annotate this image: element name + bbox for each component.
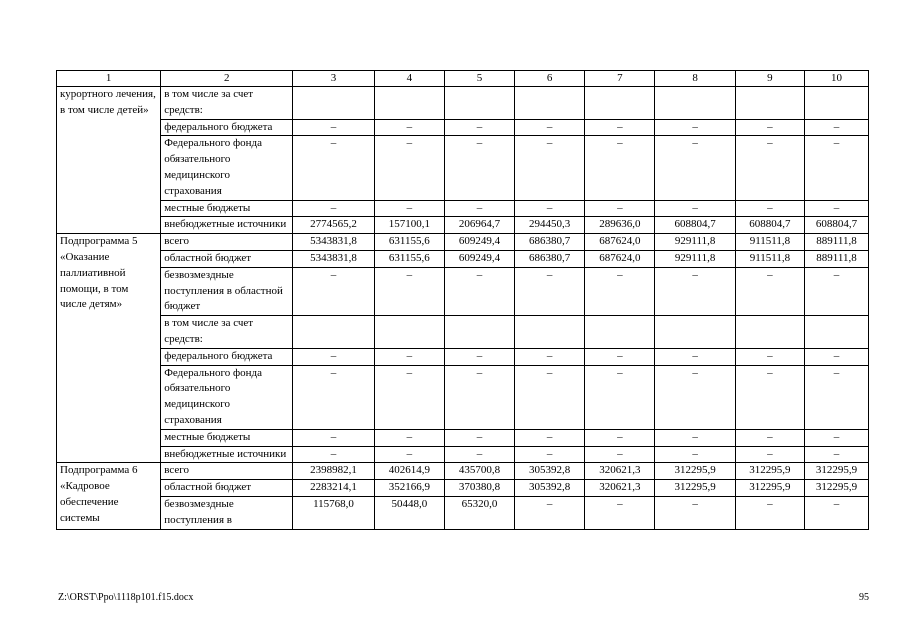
funding-source-cell: в том числе за счет средств: bbox=[161, 87, 293, 120]
column-number-header: 5 bbox=[444, 71, 514, 87]
value-cell: 929111,8 bbox=[655, 234, 735, 251]
value-cell: – bbox=[585, 429, 655, 446]
value-cell: 157100,1 bbox=[374, 217, 444, 234]
value-cell bbox=[735, 316, 804, 349]
value-cell: – bbox=[444, 119, 514, 136]
value-cell: – bbox=[735, 267, 804, 315]
funding-source-cell: федерального бюджета bbox=[161, 119, 293, 136]
value-cell bbox=[804, 316, 868, 349]
funding-source-cell: областной бюджет bbox=[161, 250, 293, 267]
value-cell: – bbox=[804, 267, 868, 315]
value-cell: – bbox=[655, 136, 735, 200]
value-cell: – bbox=[735, 200, 804, 217]
program-name-cell: курортного лечения, в том числе детей» bbox=[57, 87, 161, 234]
value-cell: 2774565,2 bbox=[293, 217, 375, 234]
table-row bbox=[57, 200, 869, 217]
value-cell bbox=[444, 316, 514, 349]
value-cell bbox=[735, 87, 804, 120]
value-cell: – bbox=[585, 200, 655, 217]
value-cell bbox=[293, 316, 375, 349]
value-cell bbox=[374, 87, 444, 120]
value-cell: 631155,6 bbox=[374, 250, 444, 267]
value-cell: 289636,0 bbox=[585, 217, 655, 234]
value-cell: – bbox=[655, 365, 735, 429]
value-cell: 312295,9 bbox=[655, 480, 735, 497]
value-cell: – bbox=[293, 267, 375, 315]
value-cell: 320621,3 bbox=[585, 463, 655, 480]
value-cell bbox=[293, 87, 375, 120]
funding-source-cell: Федерального фонда обязательного медицинского страхования bbox=[161, 136, 293, 200]
value-cell: – bbox=[655, 200, 735, 217]
table-header-row bbox=[57, 71, 869, 87]
value-cell: 687624,0 bbox=[585, 234, 655, 251]
value-cell: 305392,8 bbox=[515, 480, 585, 497]
value-cell: 929111,8 bbox=[655, 250, 735, 267]
column-number-header: 6 bbox=[515, 71, 585, 87]
value-cell: – bbox=[444, 365, 514, 429]
table-row bbox=[57, 136, 869, 200]
value-cell: – bbox=[804, 348, 868, 365]
value-cell: 312295,9 bbox=[804, 480, 868, 497]
value-cell bbox=[804, 87, 868, 120]
funding-source-cell: всего bbox=[161, 463, 293, 480]
value-cell: – bbox=[735, 119, 804, 136]
value-cell: – bbox=[444, 200, 514, 217]
value-cell: – bbox=[585, 496, 655, 529]
value-cell: – bbox=[655, 496, 735, 529]
value-cell bbox=[655, 316, 735, 349]
funding-source-cell: федерального бюджета bbox=[161, 348, 293, 365]
value-cell: – bbox=[655, 446, 735, 463]
value-cell: – bbox=[735, 348, 804, 365]
value-cell: – bbox=[374, 348, 444, 365]
value-cell: – bbox=[804, 365, 868, 429]
value-cell: – bbox=[374, 200, 444, 217]
table-row bbox=[57, 463, 869, 480]
value-cell: – bbox=[444, 267, 514, 315]
value-cell: – bbox=[444, 136, 514, 200]
value-cell: 2283214,1 bbox=[293, 480, 375, 497]
footer-page-number: 95 bbox=[859, 592, 869, 603]
value-cell: – bbox=[585, 136, 655, 200]
value-cell: 305392,8 bbox=[515, 463, 585, 480]
value-cell: – bbox=[293, 446, 375, 463]
value-cell: – bbox=[735, 429, 804, 446]
column-number-header: 7 bbox=[585, 71, 655, 87]
value-cell: – bbox=[655, 119, 735, 136]
value-cell: – bbox=[293, 365, 375, 429]
value-cell: 352166,9 bbox=[374, 480, 444, 497]
table-row bbox=[57, 496, 869, 529]
value-cell: – bbox=[515, 365, 585, 429]
value-cell: – bbox=[804, 119, 868, 136]
value-cell: 312295,9 bbox=[804, 463, 868, 480]
value-cell: 686380,7 bbox=[515, 234, 585, 251]
value-cell: 687624,0 bbox=[585, 250, 655, 267]
value-cell: – bbox=[515, 200, 585, 217]
column-number-header: 8 bbox=[655, 71, 735, 87]
value-cell: – bbox=[735, 446, 804, 463]
value-cell: 889111,8 bbox=[804, 250, 868, 267]
table-row bbox=[57, 316, 869, 349]
table-row bbox=[57, 348, 869, 365]
value-cell: – bbox=[804, 429, 868, 446]
value-cell: – bbox=[374, 429, 444, 446]
program-name-cell: Подпрограмма 6 «Кадровое обеспечение системы bbox=[57, 463, 161, 529]
value-cell: – bbox=[515, 429, 585, 446]
funding-source-cell: в том числе за счет средств: bbox=[161, 316, 293, 349]
value-cell: – bbox=[515, 267, 585, 315]
value-cell: – bbox=[804, 136, 868, 200]
value-cell: 609249,4 bbox=[444, 234, 514, 251]
funding-source-cell: внебюджетные источники bbox=[161, 446, 293, 463]
value-cell: 631155,6 bbox=[374, 234, 444, 251]
column-number-header: 3 bbox=[293, 71, 375, 87]
funding-source-cell: всего bbox=[161, 234, 293, 251]
value-cell: – bbox=[444, 446, 514, 463]
funding-source-cell: безвозмездные поступления в bbox=[161, 496, 293, 529]
table-row bbox=[57, 119, 869, 136]
value-cell: – bbox=[735, 496, 804, 529]
value-cell: – bbox=[515, 348, 585, 365]
value-cell: 402614,9 bbox=[374, 463, 444, 480]
value-cell: – bbox=[655, 267, 735, 315]
table-row bbox=[57, 87, 869, 120]
value-cell: 65320,0 bbox=[444, 496, 514, 529]
value-cell: – bbox=[293, 429, 375, 446]
value-cell: – bbox=[293, 200, 375, 217]
value-cell: – bbox=[293, 136, 375, 200]
value-cell: – bbox=[585, 119, 655, 136]
table-row bbox=[57, 365, 869, 429]
value-cell: 312295,9 bbox=[735, 463, 804, 480]
value-cell bbox=[374, 316, 444, 349]
value-cell: 50448,0 bbox=[374, 496, 444, 529]
table-row bbox=[57, 234, 869, 251]
value-cell: 608804,7 bbox=[804, 217, 868, 234]
value-cell: – bbox=[515, 136, 585, 200]
value-cell: 686380,7 bbox=[515, 250, 585, 267]
value-cell: – bbox=[374, 267, 444, 315]
value-cell: 911511,8 bbox=[735, 234, 804, 251]
value-cell: – bbox=[804, 200, 868, 217]
budget-table bbox=[56, 70, 869, 530]
value-cell: – bbox=[374, 136, 444, 200]
value-cell: – bbox=[585, 365, 655, 429]
program-name-cell: Подпрограмма 5 «Оказание паллиативной помощи, в том числе детям» bbox=[57, 234, 161, 463]
value-cell: 312295,9 bbox=[735, 480, 804, 497]
value-cell bbox=[515, 87, 585, 120]
value-cell: 294450,3 bbox=[515, 217, 585, 234]
value-cell bbox=[585, 87, 655, 120]
value-cell: 370380,8 bbox=[444, 480, 514, 497]
value-cell: – bbox=[804, 446, 868, 463]
value-cell: – bbox=[735, 365, 804, 429]
value-cell: – bbox=[515, 446, 585, 463]
value-cell: – bbox=[585, 446, 655, 463]
value-cell: – bbox=[444, 429, 514, 446]
value-cell bbox=[444, 87, 514, 120]
value-cell: 608804,7 bbox=[655, 217, 735, 234]
value-cell: 435700,8 bbox=[444, 463, 514, 480]
table-row bbox=[57, 250, 869, 267]
table-row bbox=[57, 267, 869, 315]
value-cell: 206964,7 bbox=[444, 217, 514, 234]
value-cell: – bbox=[585, 348, 655, 365]
column-number-header: 2 bbox=[161, 71, 293, 87]
value-cell bbox=[655, 87, 735, 120]
value-cell: 115768,0 bbox=[293, 496, 375, 529]
value-cell bbox=[515, 316, 585, 349]
value-cell bbox=[585, 316, 655, 349]
funding-source-cell: внебюджетные источники bbox=[161, 217, 293, 234]
value-cell: 2398982,1 bbox=[293, 463, 375, 480]
value-cell: – bbox=[293, 119, 375, 136]
funding-source-cell: Федерального фонда обязательного медицинского страхования bbox=[161, 365, 293, 429]
value-cell: – bbox=[655, 429, 735, 446]
value-cell: – bbox=[444, 348, 514, 365]
value-cell: – bbox=[374, 446, 444, 463]
value-cell: 312295,9 bbox=[655, 463, 735, 480]
footer-file-path: Z:\ORST\Ppo\1118p101.f15.docx bbox=[58, 592, 194, 603]
value-cell: 911511,8 bbox=[735, 250, 804, 267]
funding-source-cell: местные бюджеты bbox=[161, 200, 293, 217]
table-row bbox=[57, 480, 869, 497]
value-cell: – bbox=[515, 496, 585, 529]
column-number-header: 1 bbox=[57, 71, 161, 87]
value-cell: – bbox=[293, 348, 375, 365]
table-row bbox=[57, 429, 869, 446]
column-number-header: 4 bbox=[374, 71, 444, 87]
value-cell: 5343831,8 bbox=[293, 250, 375, 267]
value-cell: – bbox=[515, 119, 585, 136]
table-row bbox=[57, 446, 869, 463]
value-cell: 889111,8 bbox=[804, 234, 868, 251]
value-cell: – bbox=[735, 136, 804, 200]
value-cell: 320621,3 bbox=[585, 480, 655, 497]
column-number-header: 9 bbox=[735, 71, 804, 87]
value-cell: 5343831,8 bbox=[293, 234, 375, 251]
table-row bbox=[57, 217, 869, 234]
value-cell: – bbox=[374, 365, 444, 429]
value-cell: – bbox=[655, 348, 735, 365]
funding-source-cell: местные бюджеты bbox=[161, 429, 293, 446]
value-cell: – bbox=[804, 496, 868, 529]
funding-source-cell: областной бюджет bbox=[161, 480, 293, 497]
value-cell: – bbox=[585, 267, 655, 315]
funding-source-cell: безвозмездные поступления в областной бюджет bbox=[161, 267, 293, 315]
value-cell: – bbox=[374, 119, 444, 136]
value-cell: 609249,4 bbox=[444, 250, 514, 267]
value-cell: 608804,7 bbox=[735, 217, 804, 234]
column-number-header: 10 bbox=[804, 71, 868, 87]
